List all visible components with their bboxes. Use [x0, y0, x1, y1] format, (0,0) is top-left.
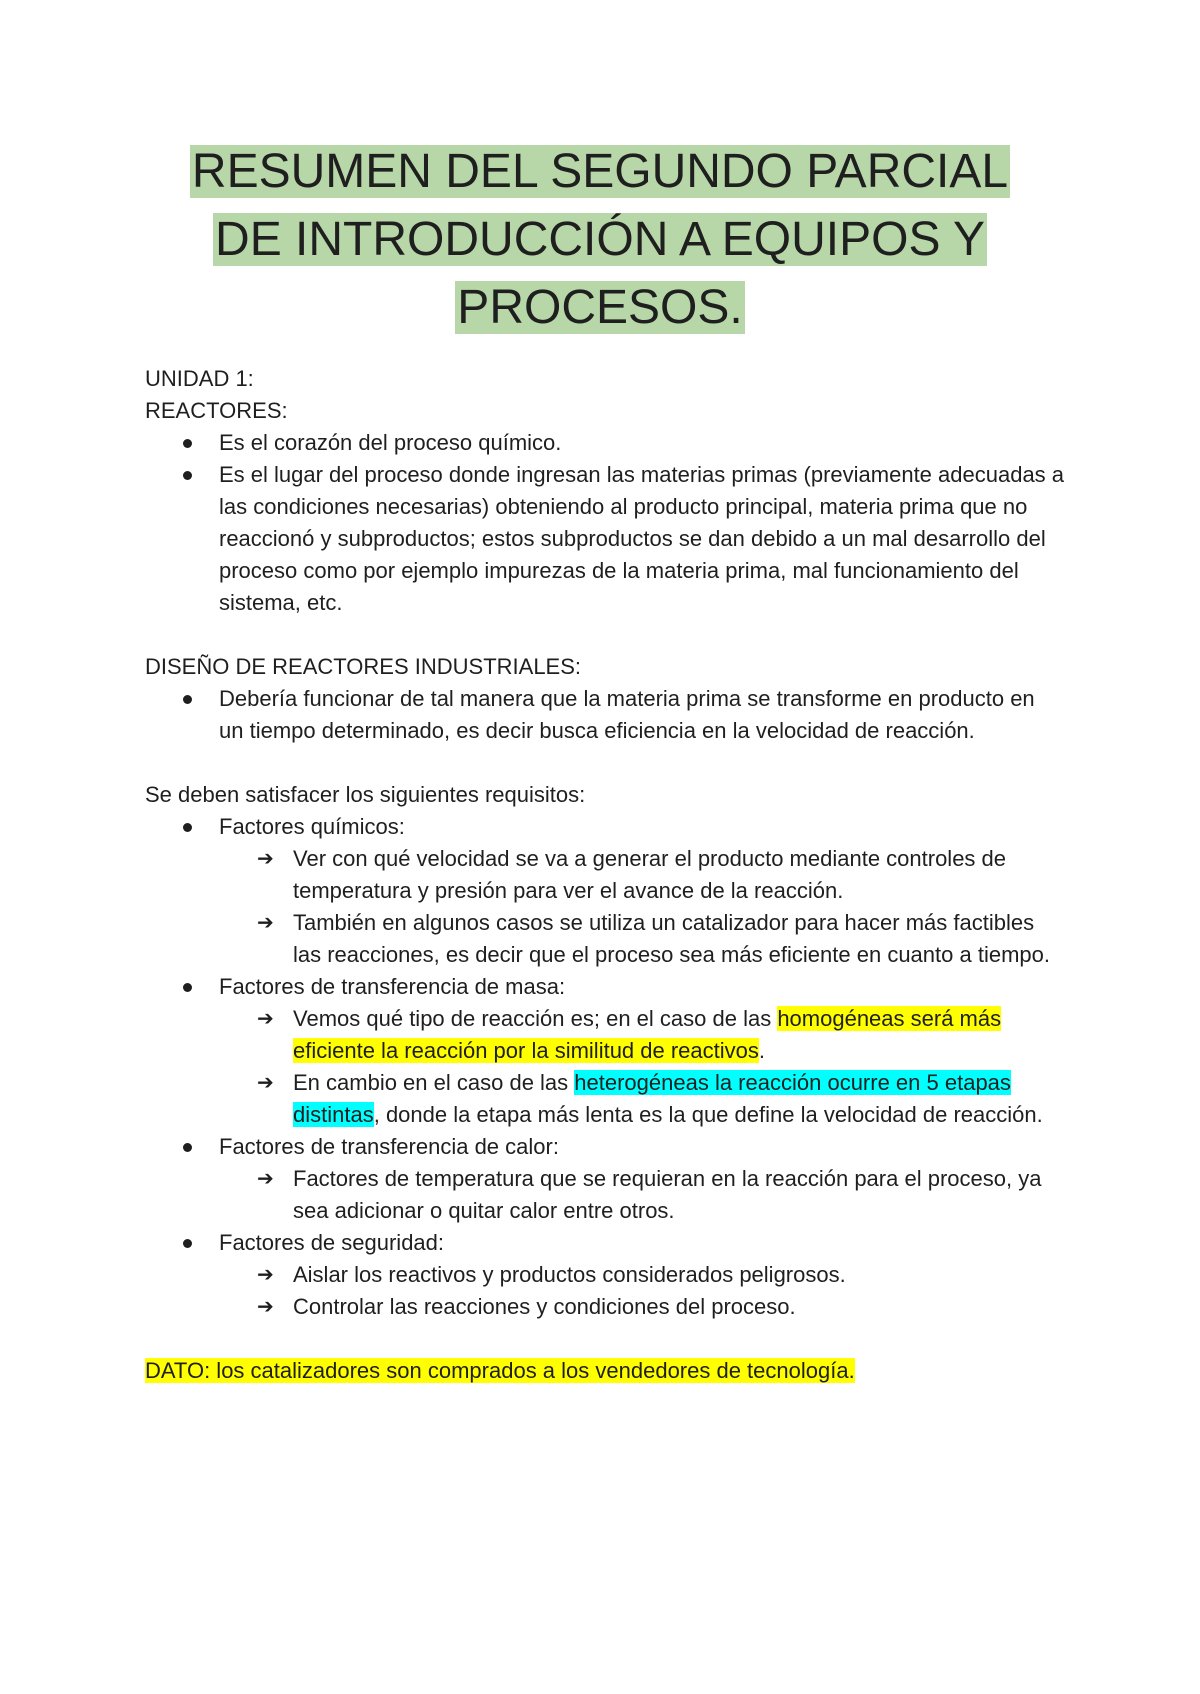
bullet-icon [183, 1239, 192, 1248]
bullet-icon [183, 695, 192, 704]
reactores-heading: REACTORES: [145, 398, 288, 423]
arrow-right-icon: ➔ [257, 1296, 274, 1318]
bullet-icon [183, 439, 192, 448]
arrow-right-icon: ➔ [257, 1264, 274, 1286]
arrow-right-icon: ➔ [257, 912, 274, 934]
diseno-list [145, 683, 1065, 747]
diseno-heading: DISEÑO DE REACTORES INDUSTRIALES: [145, 654, 582, 679]
unit-heading: UNIDAD 1: [145, 366, 254, 391]
sub-list-item: ➔ En cambio en el caso de las heterogéneas la reacción ocurre en 5 etapas distintas, donde la etapa más lenta es la que define la velocidad de reacción. [145, 1067, 1065, 1131]
highlight-heterogeneas: heterogéneas la reacción ocurre en 5 etapas distintas [293, 1070, 1011, 1127]
sub-list-item: ➔ Factores de temperatura que se requieran en la reacción para el proceso, ya sea adicionar o quitar calor entre otros. [145, 1163, 1065, 1227]
list-item: Es el corazón del proceso químico. [145, 427, 1065, 459]
list-item: Factores químicos: [145, 811, 1065, 843]
arrow-right-icon: ➔ [257, 1008, 274, 1030]
sub-list-item: ➔ También en algunos casos se utiliza un catalizador para hacer más factibles las reacciones, es decir que el proceso sea más eficiente en cuanto a tiempo. [145, 907, 1065, 971]
arrow-right-icon: ➔ [257, 1168, 274, 1190]
sub-list-item: ➔ Aislar los reactivos y productos considerados peligrosos. [145, 1259, 1065, 1291]
list-item: Es el lugar del proceso donde ingresan las materias primas (previamente adecuadas a las condiciones necesarias) obteniendo al producto principal, materia prima que no reaccionó y subproductos; estos subproductos se dan debido a un mal desarrollo del proceso como por ejemplo impurezas de la materia prima, mal funcionamiento del sistema, etc. [145, 459, 1065, 619]
list-item: Debería funcionar de tal manera que la materia prima se transforme en producto en un tiempo determinado, es decir busca eficiencia en la velocidad de reacción. [145, 683, 1065, 747]
sub-list-item: ➔ Controlar las reacciones y condiciones del proceso. [145, 1291, 1065, 1323]
reactores-list [145, 427, 1065, 619]
title-line-3: PROCESOS. [457, 281, 743, 334]
bullet-icon [183, 1143, 192, 1152]
list-item: Factores de transferencia de masa: [145, 971, 1065, 1003]
list-item: Factores de seguridad: [145, 1227, 1065, 1259]
list-item: Factores de transferencia de calor: [145, 1131, 1065, 1163]
page-title [100, 138, 1100, 342]
bullet-icon [183, 471, 192, 480]
document-body [145, 363, 1065, 1387]
requisitos-list [145, 811, 1065, 1323]
dato-highlight: DATO: los catalizadores son comprados a los vendedores de tecnología. [145, 1358, 855, 1383]
dato-note [145, 1355, 1065, 1387]
bullet-icon [183, 983, 192, 992]
sub-list-item: ➔ Ver con qué velocidad se va a generar el producto mediante controles de temperatura y presión para ver el avance de la reacción. [145, 843, 1065, 907]
title-line-1: RESUMEN DEL SEGUNDO PARCIAL [191, 145, 1009, 198]
sub-list-item: ➔ Vemos qué tipo de reacción es; en el caso de las homogéneas será más eficiente la reacción por la similitud de reactivos. [145, 1003, 1065, 1067]
title-line-2: DE INTRODUCCIÓN A EQUIPOS Y [215, 213, 985, 266]
requisitos-intro: Se deben satisfacer los siguientes requisitos: [145, 782, 586, 807]
bullet-icon [183, 823, 192, 832]
arrow-right-icon: ➔ [257, 848, 274, 870]
arrow-right-icon: ➔ [257, 1072, 274, 1094]
highlight-homogeneas: homogéneas será más eficiente la reacción por la similitud de reactivos [293, 1006, 1002, 1063]
